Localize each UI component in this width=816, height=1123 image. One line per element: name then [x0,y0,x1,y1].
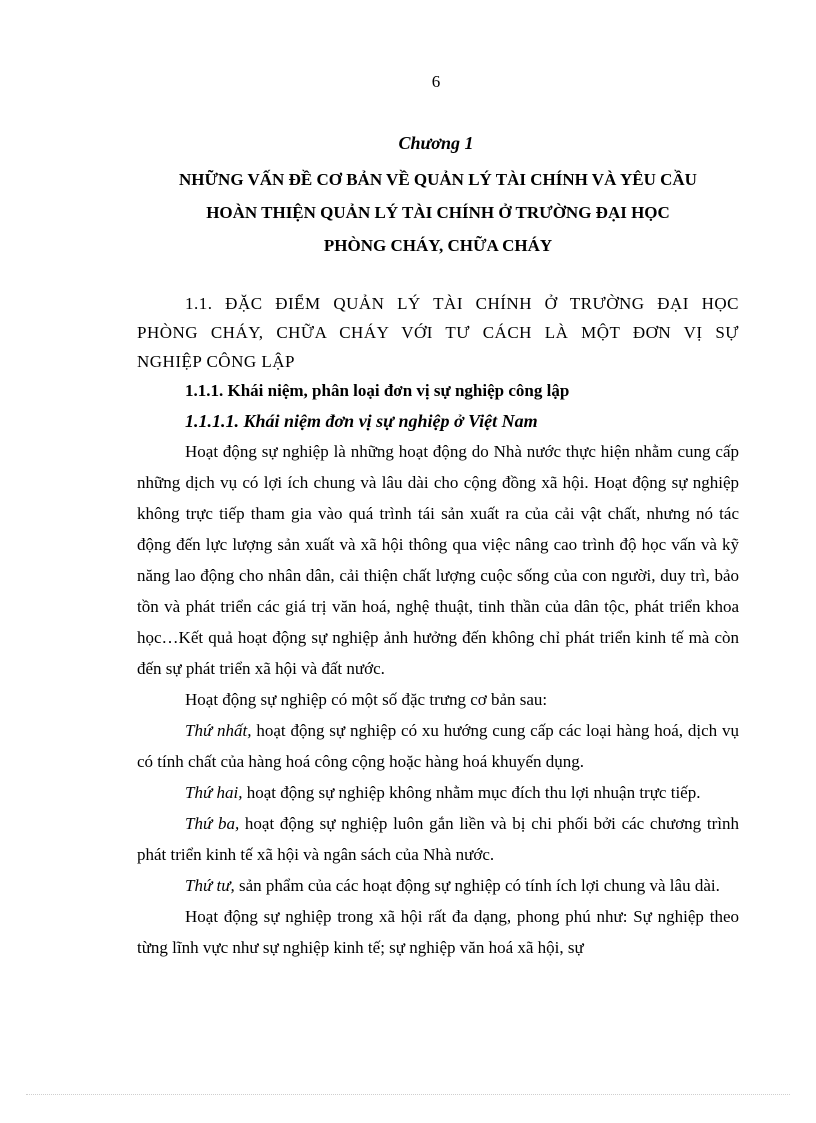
paragraph [137,715,739,777]
paragraph [137,808,739,870]
paragraph [137,870,739,901]
section-heading-line: 1.1. ĐẶC ĐIỂM QUẢN LÝ TÀI CHÍNH Ở TRƯỜNG ĐẠI HỌC [185,294,739,313]
paragraph-text: hoạt động sự nghiệp có xu hướng cung cấp các loại hàng hoá, dịch vụ có tính chất của hàng hoá công cộng hoặc hàng hoá khuyến dụng. [137,721,739,771]
chapter-title-line: NHỮNG VẤN ĐỀ CƠ BẢN VỀ QUẢN LÝ TÀI CHÍNH VÀ YÊU CẦU [179,170,697,189]
enumeration-label: Thứ hai, [185,783,243,802]
paragraph: Hoạt động sự nghiệp là những hoạt động do Nhà nước thực hiện nhằm cung cấp những dịch vụ có lợi ích chung và lâu dài cho cộng đồng xã hội. Hoạt động sự nghiệp không trực tiếp tham gia vào quá trình tái sản xuất ra của cải vật chất, nhưng nó tác động đến lực lượng sản xuất và xã hội thông qua việc nâng cao trình độ học vấn và kỹ năng lao động cho nhân dân, cải thiện chất lượng cuộc sống của con người, duy trì, bảo tồn và phát triển các giá trị văn hoá, nghệ thuật, tinh thần của dân tộc, phát triển khoa học…Kết quả hoạt động sự nghiệp ảnh hưởng đến không chỉ phát triển kinh tế mà còn đến sự phát triển xã hội và đất nước. [137,442,739,678]
section-heading-line: NGHIỆP CÔNG LẬP [137,352,295,371]
chapter-label: Chương 1 [398,133,474,153]
enumeration-label: Thứ ba, [185,814,240,833]
subsection-heading: 1.1.1. Khái niệm, phân loại đơn vị sự nghiệp công lập [185,381,570,400]
enumeration-label: Thứ nhất, [185,721,252,740]
section-heading [137,289,739,376]
section-heading-line: PHÒNG CHÁY, CHỮA CHÁY VỚI TƯ CÁCH LÀ MỘT ĐƠN VỊ SỰ [137,323,739,342]
subsubsection-heading: 1.1.1.1. Khái niệm đơn vị sự nghiệp ở Việt Nam [185,411,538,431]
enumeration-label: Thứ tư, [185,876,235,895]
body-text [137,289,739,963]
page-number: 6 [431,72,441,91]
chapter-title [0,163,816,262]
paragraph-text: hoạt động sự nghiệp không nhằm mục đích thu lợi nhuận trực tiếp. [242,783,701,802]
paragraph: Hoạt động sự nghiệp trong xã hội rất đa dạng, phong phú như: Sự nghiệp theo từng lĩnh vực như sự nghiệp kinh tế; sự nghiệp văn hoá xã hội, sự [137,907,739,957]
chapter-title-line: HOÀN THIỆN QUẢN LÝ TÀI CHÍNH Ở TRƯỜNG ĐẠI HỌC [206,203,670,222]
paragraph-text: sản phẩm của các hoạt động sự nghiệp có tính ích lợi chung và lâu dài. [234,876,720,895]
paragraph: Hoạt động sự nghiệp có một số đặc trưng cơ bản sau: [185,690,548,709]
page-bottom-divider [26,1094,790,1095]
paragraph-text: hoạt động sự nghiệp luôn gắn liền và bị chi phối bởi các chương trình phát triển kinh tế xã hội và ngân sách của Nhà nước. [137,814,740,864]
paragraph [137,777,739,808]
chapter-title-line: PHÒNG CHÁY, CHỮA CHÁY [323,236,553,255]
